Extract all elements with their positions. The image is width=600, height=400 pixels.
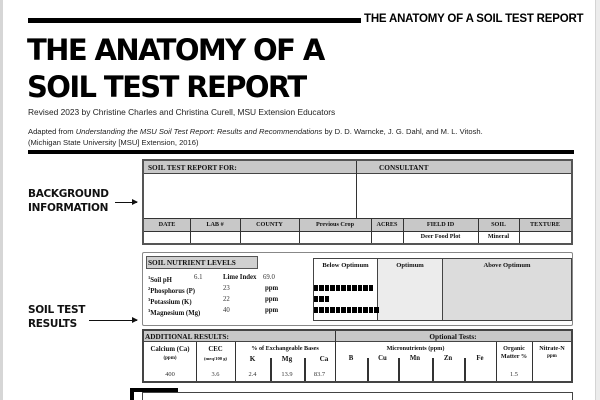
magnesium-bar xyxy=(314,307,379,314)
report-for-header: SOIL TEST REPORT FOR: xyxy=(144,161,356,174)
scrollbar[interactable] xyxy=(595,0,600,400)
arrow-right-icon xyxy=(89,320,137,321)
title-line-1: THE ANATOMY OF A xyxy=(27,33,324,67)
nutrient-row-magnesium: $^3$Magnesium (Mg) 40 ppm xyxy=(148,307,279,317)
adapted-note: Adapted from Understanding the MSU Soil Test Report: Results and Recommendations by D. D. Warncke, J. G. Dahl, and M. L. Vitosh. (Michigan State University [MSU] Extension, 2016) xyxy=(28,127,483,147)
running-head: THE ANATOMY OF A SOIL TEST REPORT xyxy=(364,13,584,25)
col-county: COUNTY xyxy=(256,221,283,228)
organic-matter-label-2: Matter % xyxy=(500,353,528,360)
nutrient-row-potassium: $^3$Potassium (K) 22 ppm xyxy=(148,296,279,306)
micro-fe: Fe xyxy=(476,355,484,362)
page-left-edge xyxy=(0,0,3,400)
below-optimum-col: Below Optimum xyxy=(314,259,378,320)
col-soil: SOIL xyxy=(491,221,506,228)
col-texture: TEXTURE xyxy=(530,221,560,228)
soil-value: Mineral xyxy=(487,233,510,240)
organic-matter-label: Organic xyxy=(503,345,525,352)
calcium-value: 400 xyxy=(165,371,175,378)
nutrient-row-phosphorus: $^2$Phosphorus (P) 23 ppm xyxy=(148,285,279,295)
byline: Revised 2023 by Christine Charles and Christina Curell, MSU Extension Educators xyxy=(28,107,336,117)
arrow-right-icon xyxy=(115,202,137,203)
cec-label: CEC xyxy=(208,346,223,353)
source-title: Understanding the MSU Soil Test Report: Results and Recommendations xyxy=(75,127,323,136)
mg-value: 13.9 xyxy=(281,371,293,378)
nutrient-levels-header: SOIL NUTRIENT LEVELS xyxy=(146,256,258,269)
exchangeable-bases-label: % of Exchangeable Bases xyxy=(251,345,319,352)
soil-nutrient-levels xyxy=(142,252,573,326)
calcium-label: Calcium (Ca) xyxy=(150,346,190,353)
base-k: K xyxy=(249,355,256,363)
additional-results xyxy=(142,329,573,383)
divider xyxy=(356,161,357,219)
title-line-2: SOIL TEST REPORT xyxy=(27,70,306,104)
cec-unit: (meq/100 g) xyxy=(203,356,228,361)
k-value: 2.4 xyxy=(248,371,257,378)
consultant-header: CONSULTANT xyxy=(357,161,571,174)
soil-test-results-label: SOIL TEST RESULTS xyxy=(28,304,86,330)
base-mg: Mg xyxy=(281,355,293,363)
organic-matter-value: 1.5 xyxy=(510,371,518,378)
col-date: DATE xyxy=(158,221,176,228)
additional-results-header: ADDITIONAL RESULTS: xyxy=(144,331,335,342)
micro-zn: Zn xyxy=(443,355,453,362)
background-information-label: BACKGROUND INFORMATION xyxy=(28,188,109,214)
col-acres: ACRES xyxy=(376,221,398,228)
header-rule xyxy=(28,18,361,23)
phosphorus-bar xyxy=(314,285,373,292)
micro-b: B xyxy=(348,355,354,362)
optional-tests-header: Optional Tests: xyxy=(335,331,571,342)
above-optimum-col: Above Optimum xyxy=(443,259,571,320)
next-section-box xyxy=(142,392,573,400)
calcium-unit: (ppm) xyxy=(163,356,177,361)
optimum-scale xyxy=(313,258,572,321)
nutrient-row-ph: $^1$Soil pH 6.1 Lime Index 69.0 xyxy=(148,274,275,284)
section-marker xyxy=(130,388,134,400)
base-ca: Ca xyxy=(319,355,329,363)
field-id-value: Deer Food Plot xyxy=(420,233,461,240)
cec-value: 3.6 xyxy=(211,371,220,378)
col-field-id: FIELD ID xyxy=(426,221,455,228)
ca-value: 83.7 xyxy=(313,371,326,378)
optimum-col: Optimum xyxy=(378,259,443,320)
section-rule xyxy=(28,150,574,154)
background-info-form xyxy=(142,159,573,245)
potassium-bar xyxy=(314,296,329,303)
nitrate-label: Nitrate-N xyxy=(539,345,565,352)
micro-cu: Cu xyxy=(378,355,387,362)
col-lab-number: LAB # xyxy=(206,221,224,228)
nitrate-unit: ppm xyxy=(547,354,557,359)
micronutrients-label: Micronutrients (ppm) xyxy=(386,345,445,352)
page-title xyxy=(27,32,324,106)
micro-mn: Mn xyxy=(409,355,421,362)
col-previous-crop: Previous Crop xyxy=(315,221,355,228)
